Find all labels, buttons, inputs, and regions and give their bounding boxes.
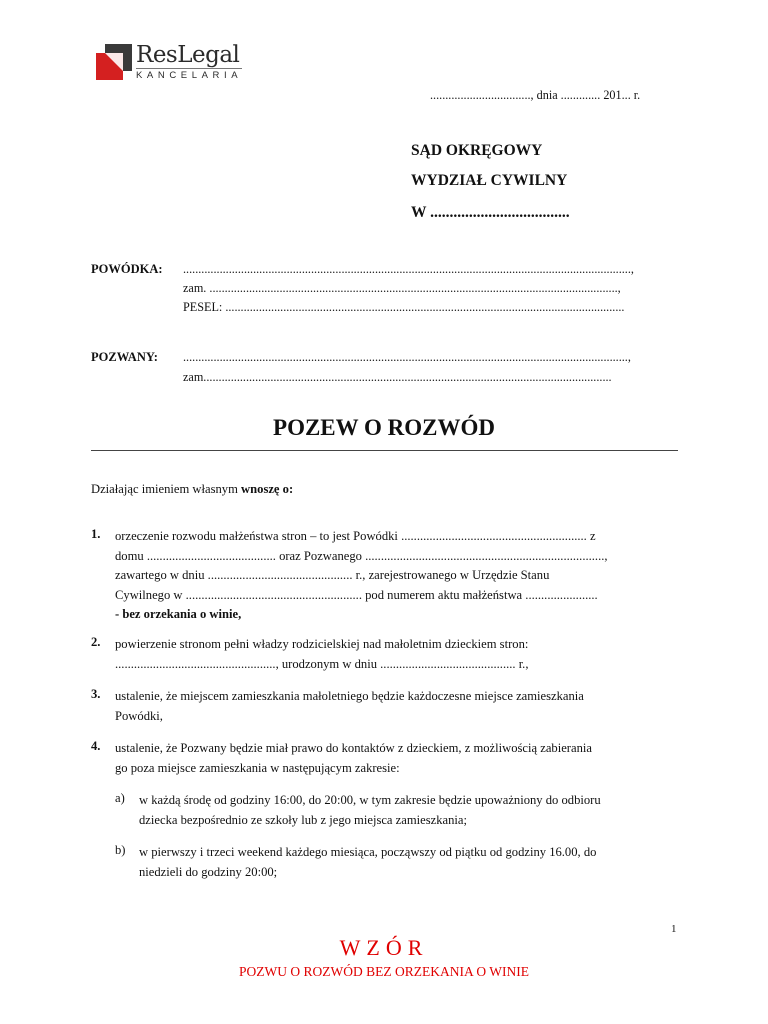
- item-line: ..................................................., urodzonym w dniu ........................................... r.,: [115, 656, 529, 671]
- subitem-line: dziecka bezpośrednio ze szkoły lub z jego miejsca zamieszkania;: [139, 812, 467, 827]
- page-number: 1: [671, 923, 677, 935]
- intro-text: Działając imieniem własnym: [91, 482, 238, 496]
- item-line: Cywilnego w ........................................................ pod numerem aktu małżeństwa .......................: [115, 587, 598, 602]
- item-line: Powódki,: [115, 708, 163, 723]
- defendant-label: POZWANY:: [91, 350, 158, 364]
- template-watermark-subtitle: POZWU O ROZWÓD BEZ ORZEKANIA O WINIE: [239, 964, 529, 979]
- plaintiff-label: POWÓDKA:: [91, 262, 163, 276]
- subitem-line: w pierwszy i trzeci weekend każdego miesiąca, począwszy od piątku od godziny 16.00, do: [139, 845, 597, 859]
- item-line: go poza miejsce zamieszkania w następującym zakresie:: [115, 760, 400, 775]
- item-line: powierzenie stronom pełni władzy rodzicielskiej nad małoletnim dzieckiem stron:: [115, 637, 529, 651]
- item-line: zawartego w dniu .............................................. r., zarejestrowanego w Urzędzie Stanu: [115, 568, 550, 582]
- plaintiff-name-field: ...................................................................................................................................................,: [183, 262, 634, 276]
- item-number: 4.: [91, 739, 101, 753]
- logo-name: ResLegal: [136, 42, 240, 68]
- list-item: [115, 635, 678, 674]
- subitem-letter: a): [115, 791, 125, 805]
- defendant-address-field: zam......................................................................................................................................: [183, 370, 612, 384]
- item-number: 2.: [91, 635, 101, 649]
- list-item: [115, 739, 678, 778]
- template-watermark-title: WZÓR: [339, 935, 429, 960]
- subitem-line: niedzieli do godziny 20:00;: [139, 864, 278, 879]
- subitem-line: w każdą środę od godziny 16:00, do 20:00, w tym zakresie będzie upoważniony do odbioru: [139, 793, 601, 807]
- document-title: POZEW O ROZWÓD: [273, 415, 495, 440]
- list-item: [115, 527, 678, 625]
- plaintiff-address-field: zam. ......................................................................................................................................,: [183, 281, 621, 295]
- logo-mark-icon: [96, 44, 132, 80]
- item-line: orzeczenie rozwodu małżeństwa stron – to jest Powódki ........................................................... z: [115, 529, 596, 543]
- date-line: ................................., dnia ............. 201... r.: [430, 88, 641, 102]
- intro-sentence: [91, 480, 293, 500]
- item-line: ustalenie, że Pozwany będzie miał prawo do kontaktów z dzieckiem, z możliwością zabierania: [115, 741, 592, 755]
- subitem: [139, 843, 678, 882]
- court-division: WYDZIAŁ CYWILNY: [411, 172, 568, 189]
- subitem: [139, 791, 678, 830]
- court-location: W ....................................: [411, 204, 570, 221]
- item-number: 1.: [91, 527, 101, 541]
- subitem-letter: b): [115, 843, 126, 857]
- item-number: 3.: [91, 687, 101, 701]
- intro-request: wnoszę o:: [241, 482, 294, 496]
- court-name: SĄD OKRĘGOWY: [411, 142, 543, 159]
- item-line-emphasis: - bez orzekania o winie,: [115, 607, 242, 621]
- title-divider: [91, 450, 678, 451]
- defendant-name-field: ..................................................................................................................................................,: [183, 350, 631, 364]
- item-line: ustalenie, że miejscem zamieszkania małoletniego będzie każdoczesne miejsce zamieszkania: [115, 689, 584, 703]
- list-item: [115, 687, 678, 726]
- logo-subtitle: KANCELARIA: [136, 70, 243, 81]
- plaintiff-pesel-field: PESEL: ...................................................................................................................................: [183, 300, 625, 314]
- item-line: domu ......................................... oraz Pozwanego ............................................................................,: [115, 548, 608, 563]
